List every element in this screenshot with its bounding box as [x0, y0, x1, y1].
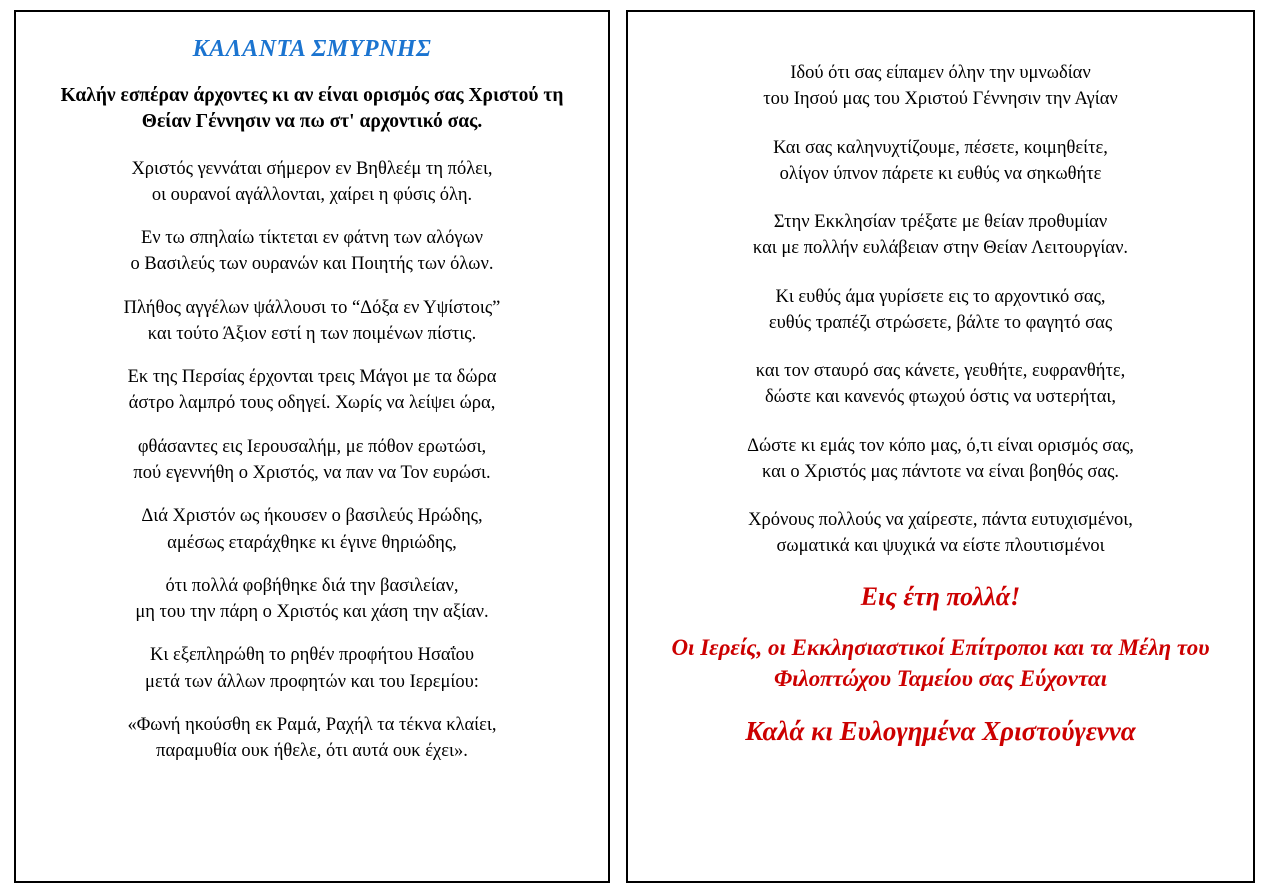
- stanza-line: φθάσαντες εις Ιερουσαλήμ, με πόθον ερωτώσι,: [137, 436, 487, 457]
- stanza: [646, 135, 1235, 188]
- stanza-line: ολίγον ύπνον πάρετε κι ευθύς να σηκωθήτε: [779, 163, 1102, 184]
- stanza-line: μετά των άλλων προφητών και του Ιερεμίου:: [145, 671, 479, 692]
- stanza-line: και ο Χριστός μας πάντοτε να είναι βοηθός σας.: [761, 461, 1120, 482]
- stanza-line: Πλήθος αγγέλων ψάλλουσι το “Δόξα εν Υψίστοις”: [123, 297, 501, 318]
- stanza: [646, 433, 1235, 486]
- page-title: ΚΑΛΑΝΤΑ ΣΜΥΡΝΗΣ: [192, 36, 432, 62]
- greeting-signature-line: Μέλη του Φιλοπτώχου Ταμείου σας Εύχονται: [773, 634, 1210, 691]
- stanza-line: μη του την πάρη ο Χριστός και χάση την αξίαν.: [135, 602, 489, 623]
- stanza: [646, 60, 1235, 113]
- stanza-line: πού εγεννήθη ο Χριστός, να παν να Τον ευρώσι.: [133, 463, 491, 484]
- stanza-line: και τούτο Άξιον εστί η των ποιμένων πίστις.: [147, 323, 477, 344]
- stanza: [30, 434, 594, 487]
- stanza-line: αμέσως εταράχθηκε κι έγινε θηριώδης,: [167, 532, 457, 553]
- stanza-line: Κι εξεπληρώθη το ρηθέν προφήτου Ησαΐου: [149, 645, 475, 666]
- stanza: [30, 156, 594, 209]
- stanza-line: ευθύς τραπέζι στρώσετε, βάλτε το φαγητό σας: [768, 312, 1113, 333]
- stanza: [30, 642, 594, 695]
- intro-line: Χριστού τη Θείαν Γέννησιν να πω στ' αρχοντικό: [141, 85, 564, 133]
- stanza-line: δώστε και κανενός φτωχού όστις να υστερήται,: [764, 387, 1117, 408]
- stanza-line: Ιδού ότι σας είπαμεν όλην την υμνωδίαν: [790, 63, 1091, 83]
- stanza-line: Εν τω σπηλαίω τίκτεται εν φάτνη των αλόγων: [140, 228, 484, 249]
- stanza-line: και με πολλήν ευλάβειαν στην Θείαν Λειτουργίαν.: [752, 238, 1129, 259]
- stanza-line: Διά Χριστόν ως ήκουσεν ο βασιλεύς Ηρώδης,: [141, 506, 483, 527]
- stanza-line: Δώστε κι εμάς τον κόπο μας, ό,τι είναι ορισμός σας,: [747, 435, 1134, 456]
- stanza-line: και τον σταυρό σας κάνετε, γευθήτε, ευφρανθήτε,: [755, 361, 1126, 382]
- stanza-line: Στην Εκκλησίαν τρέξατε με θείαν προθυμίαν: [773, 212, 1108, 233]
- stanza: [30, 712, 594, 765]
- stanza: [30, 225, 594, 278]
- intro-line: Καλήν εσπέραν άρχοντες κι αν είναι ορισμός σας: [60, 85, 464, 106]
- stanza: [30, 503, 594, 556]
- stanza-line: άστρο λαμπρό τους οδηγεί. Χωρίς να λείψει ώρα,: [128, 393, 496, 414]
- stanza: [646, 209, 1235, 262]
- stanza-line: «Φωνή ηκούσθη εκ Ραμά, Ραχήλ τα τέκνα κλαίει,: [127, 714, 497, 735]
- greeting-primary: Εις έτη πολλά!: [860, 581, 1021, 611]
- greeting-signature-line: Οι Ιερείς, οι Εκκλησιαστικοί Επίτροποι και τα: [671, 634, 1113, 660]
- greeting-christmas: Καλά κι Ευλογημένα Χριστούγεννα: [745, 715, 1136, 746]
- stanza: [646, 507, 1235, 560]
- stanza-line: οι ουρανοί αγάλλονται, χαίρει η φύσις όλη.: [151, 184, 473, 205]
- stanza-line: ο Βασιλεύς των ουρανών και Ποιητής των όλων.: [130, 254, 494, 275]
- stanza-line: ότι πολλά φοβήθηκε διά την βασιλείαν,: [165, 575, 459, 596]
- stanza-line: Εκ της Περσίας έρχονται τρεις Μάγοι με τα δώρα: [127, 367, 497, 388]
- stanza-line: παραμυθία ουκ ήθελε, ότι αυτά ουκ έχει».: [156, 741, 468, 762]
- stanza-line: του Ιησού μας του Χριστού Γέννησιν την Αγίαν: [763, 89, 1118, 110]
- greeting-signature: [646, 632, 1235, 694]
- intro-line: σας.: [447, 111, 483, 133]
- stanza: [30, 295, 594, 348]
- stanza-line: Χρόνους πολλούς να χαίρεστε, πάντα ευτυχισμένοι,: [748, 510, 1133, 531]
- stanza: [30, 573, 594, 626]
- left-panel: [14, 10, 610, 883]
- right-panel: [626, 10, 1255, 883]
- stanza-line: σωματικά και ψυχικά να είστε πλουτισμένοι: [776, 536, 1105, 557]
- stanza-line: Κι ευθύς άμα γυρίσετε εις το αρχοντικό σας,: [775, 286, 1106, 307]
- stanza-line: Και σας καληνυχτίζουμε, πέσετε, κοιμηθείτε,: [773, 137, 1108, 158]
- intro-verse: [48, 83, 576, 136]
- stanza-line: Χριστός γεννάται σήμερον εν Βηθλεέμ τη πόλει,: [131, 158, 493, 179]
- stanza: [646, 358, 1235, 411]
- stanza: [646, 284, 1235, 337]
- stanza: [30, 364, 594, 417]
